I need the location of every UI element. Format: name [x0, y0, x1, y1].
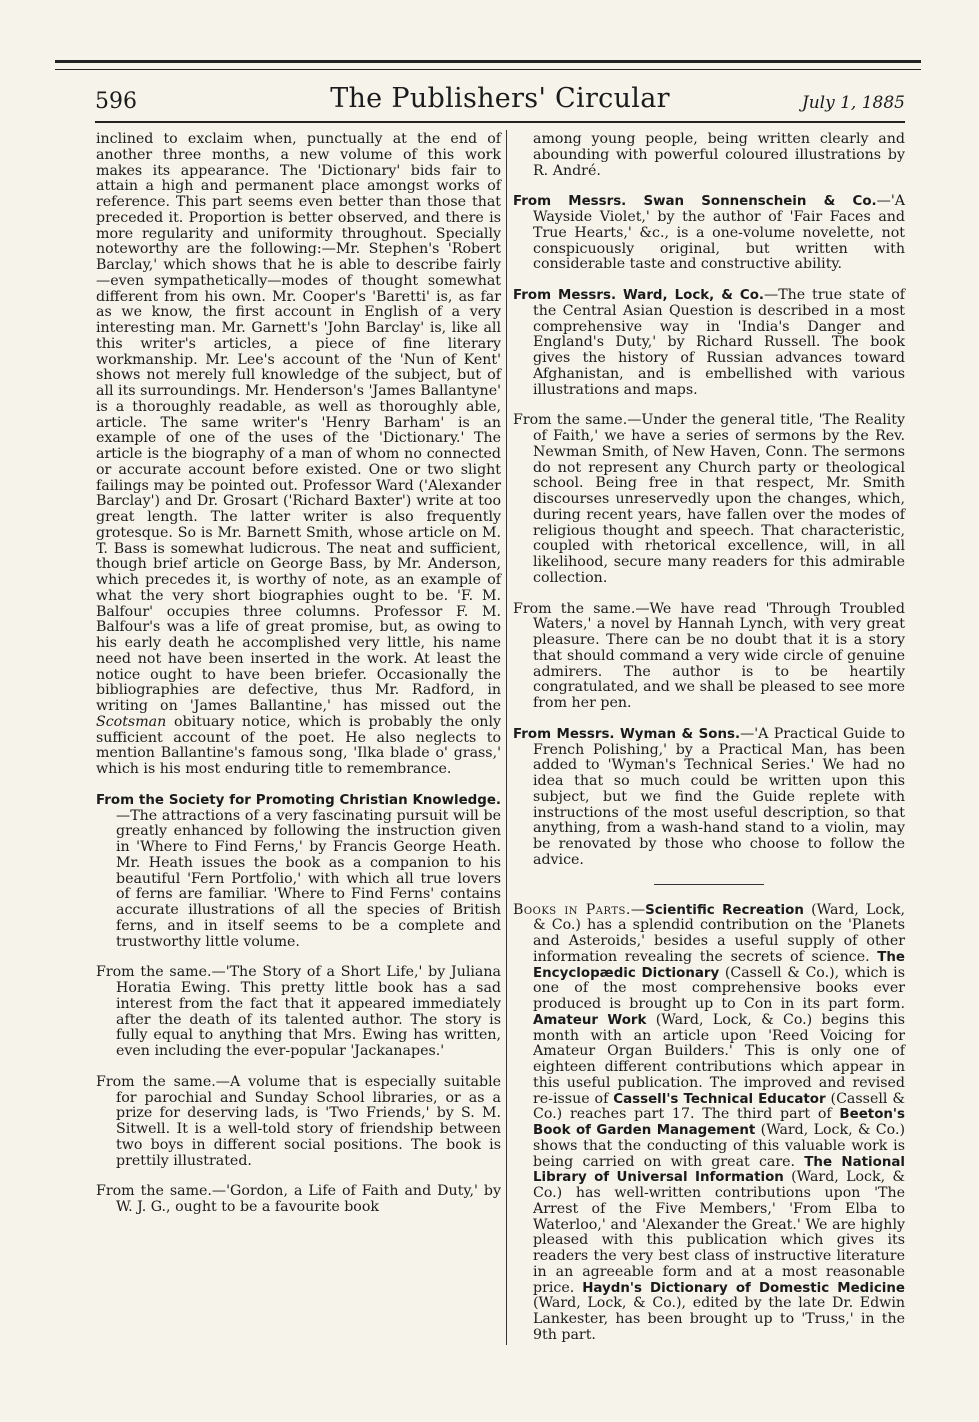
gordon-paragraph: From the same.—'Gordon, a Life of Faith and Duty,' by W. J. G., ought to be a favourite book — [96, 1183, 501, 1215]
ward-lock-paragraph: From Messrs. Ward, Lock, & Co.—The true state of the Central Asian Question is described in a most comprehensive way in 'India's Danger and England's Duty,' by Richard Russell. The book gives the history of Russian advances toward Afghanistan, and is embellished with various illustrations and maps. — [513, 287, 905, 398]
column-divider — [506, 130, 507, 1345]
left-column — [96, 132, 501, 1231]
short-life-paragraph: From the same.—'The Story of a Short Life,' by Juliana Horatia Ewing. This pretty little book has a sad interest from the fact that it appeared immediately after the death of its talented author. The story is fully equal to anything that Mrs. Ewing has written, even including the ever-popular 'Jackanapes.' — [96, 964, 501, 1059]
troubled-waters-paragraph: From the same.—We have read 'Through Troubled Waters,' a novel by Hannah Lynch, with very great pleasure. There can be no doubt that it is a story that should command a very wide circle of genuine admirers. The author is to be heartily congratulated, and we shall be pleased to see more from her pen. — [513, 600, 905, 711]
page-number: 596 — [95, 89, 137, 114]
sonnenschein-paragraph: From Messrs. Swan Sonnenschein & Co.—'A Wayside Violet,' by the author of 'Fair Faces and True Hearts,' &c., is a one-volume novelette, not conspicuously original, but written with considerable taste and constructive ability. — [513, 193, 905, 273]
two-friends-paragraph: From the same.—A volume that is especially suitable for parochial and Sunday School libraries, or as a prize for deserving lads, is 'Two Friends,' by S. M. Sitwell. It is a well-told story of friendship between two boys in different social positions. The book is prettily illustrated. — [96, 1073, 501, 1169]
header-rule — [95, 121, 905, 123]
section-separator — [654, 884, 764, 885]
dictionary-review-paragraph: inclined to exclaim when, punctually at the end of another three months, a new volume of this work makes its appearance. The 'Dictionary' bids fair to attain a high and permanent place amongst works of reference. This part seems even better than those that preceded it. Proportion is better observed, and there is more regularity and uniformity throughout. Specially noteworthy are the following:—Mr. Stephen's 'Robert Barclay,' which shows that he is able to describe fairly—even sympathetically—modes of thought somewhat different from his own. Mr. Cooper's 'Baretti' is, as far as we know, the first account in English of a very interesting man. Mr. Garnett's 'John Barclay' is, like all this writer's articles, a piece of fine literary workmanship. Mr. Lee's account of the 'Nun of Kent' shows not merely full knowledge of the subject, but of all its surroundings. Mr. Henderson's 'James Ballantyne' is a thoroughly readable, as well as thoroughly able, article. The same writer's 'Henry Barham' is an example of one of the uses of the 'Dictionary.' The article is the biography of a man of whom no connected or accurate account before existed. One or two slight failings may be pointed out. Professor Ward ('Alexander Barclay') and Dr. Grosart ('Richard Baxter') write at too great length. The latter writer is also frequently grotesque. So is Mr. Barnett Smith, whose article on M. T. Bass is somewhat ludicrous. The neat and sufficient, though brief article on George Bass, by Mr. Anderson, which precedes it, is worthy of note, as an example of what the very short biographies ought to be. 'F. M. Balfour' occupies three columns. Professor F. M. Balfour's was a life of great promise, but, as owing to his early death he accomplished very little, his name need not have been inserted in the work. At least the notice ought to have been briefer. Occasionally the bibliographies are defective, thus Mr. Radford, in writing on 'James Ballantine,' has missed out the Scotsman obituary notice, which is probably the only sufficient account of the poet. He also neglects to mention Ballantine's famous song, 'Ilka blade o' grass,' which is his most enduring title to remembrance. — [96, 131, 501, 777]
wyman-paragraph: From Messrs. Wyman & Sons.—'A Practical Guide to French Polishing,' by a Practical Man, has been added to 'Wyman's Technical Series.' We had no idea that so much could be written upon this subject, but we find the Guide replete with instructions of the most useful description, so that anything, from a wash-hand stand to a violin, may be renovated by those who choose to follow the advice. — [513, 725, 905, 868]
books-in-parts-paragraph: Books in Parts.—Scientific Recreation (Ward, Lock, & Co.) has a splendid contribution on the 'Planets and Asteroids,' besides a useful supply of other information revealing the secrets of science. The Encyclopædic Dictionary (Cassell & Co.), which is one of the most comprehensive books ever produced is brought up to Con in its part form. Amateur Work (Ward, Lock, & Co.) begins this month with an article upon 'Reed Voicing for Amateur Organ Builders.' This is only one of eighteen different contributions which appear in this useful publication. The improved and revised re-issue of Cassell's Technical Educator (Cassell & Co.) reaches part 17. The third part of Beeton's Book of Garden Management (Ward, Lock, & Co.) shows that the conducting of this valuable work is being carried on with great care. The National Library of Universal Information (Ward, Lock, & Co.) has well-written contributions upon 'The Arrest of the Five Members,' 'From Elba to Waterloo,' and 'Alexander the Great.' We are highly pleased with this publication which gives its readers the very best class of instructive literature in an agreeable form and at a most reasonable price. Haydn's Dictionary of Domestic Medicine (Ward, Lock, & Co.), edited by the late Dr. Edwin Lankester, has been brought up to 'Truss,' in the 9th part. — [513, 901, 906, 1343]
page-header — [95, 83, 905, 119]
reality-of-faith-paragraph: From the same.—Under the general title, 'The Reality of Faith,' we have a series of sermons by the Rev. Newman Smith, of New Haven, Conn. The sermons do not represent any Church party or theological school. Being free in that respect, Mr. Smith discourses unreservedly upon the changes, which, during recent years, have fallen over the modes of religious thought and speech. That characteristic, coupled with rhetorical excellence, will, in all likelihood, secure many readers for this admirable collection. — [513, 412, 905, 586]
issue-date: July 1, 1885 — [801, 93, 905, 113]
gordon-continuation: among young people, being written clearly and abounding with powerful coloured illustrations by R. André. — [533, 131, 905, 179]
publication-title: The Publishers' Circular — [330, 83, 670, 114]
spck-paragraph: From the Society for Promoting Christian Knowledge.—The attractions of a very fascinating pursuit will be greatly enhanced by following the instruction given in 'Where to Find Ferns,' by Francis George Heath. Mr. Heath issues the book as a companion to his beautiful 'Fern Portfolio,' with which all true lovers of ferns are familiar. 'Where to Find Ferns' contains accurate illustrations of all the species of British ferns, and in itself seems to be a complete and trustworthy little volume. — [96, 792, 501, 950]
right-column — [513, 132, 905, 1359]
top-border-rule — [55, 60, 921, 70]
